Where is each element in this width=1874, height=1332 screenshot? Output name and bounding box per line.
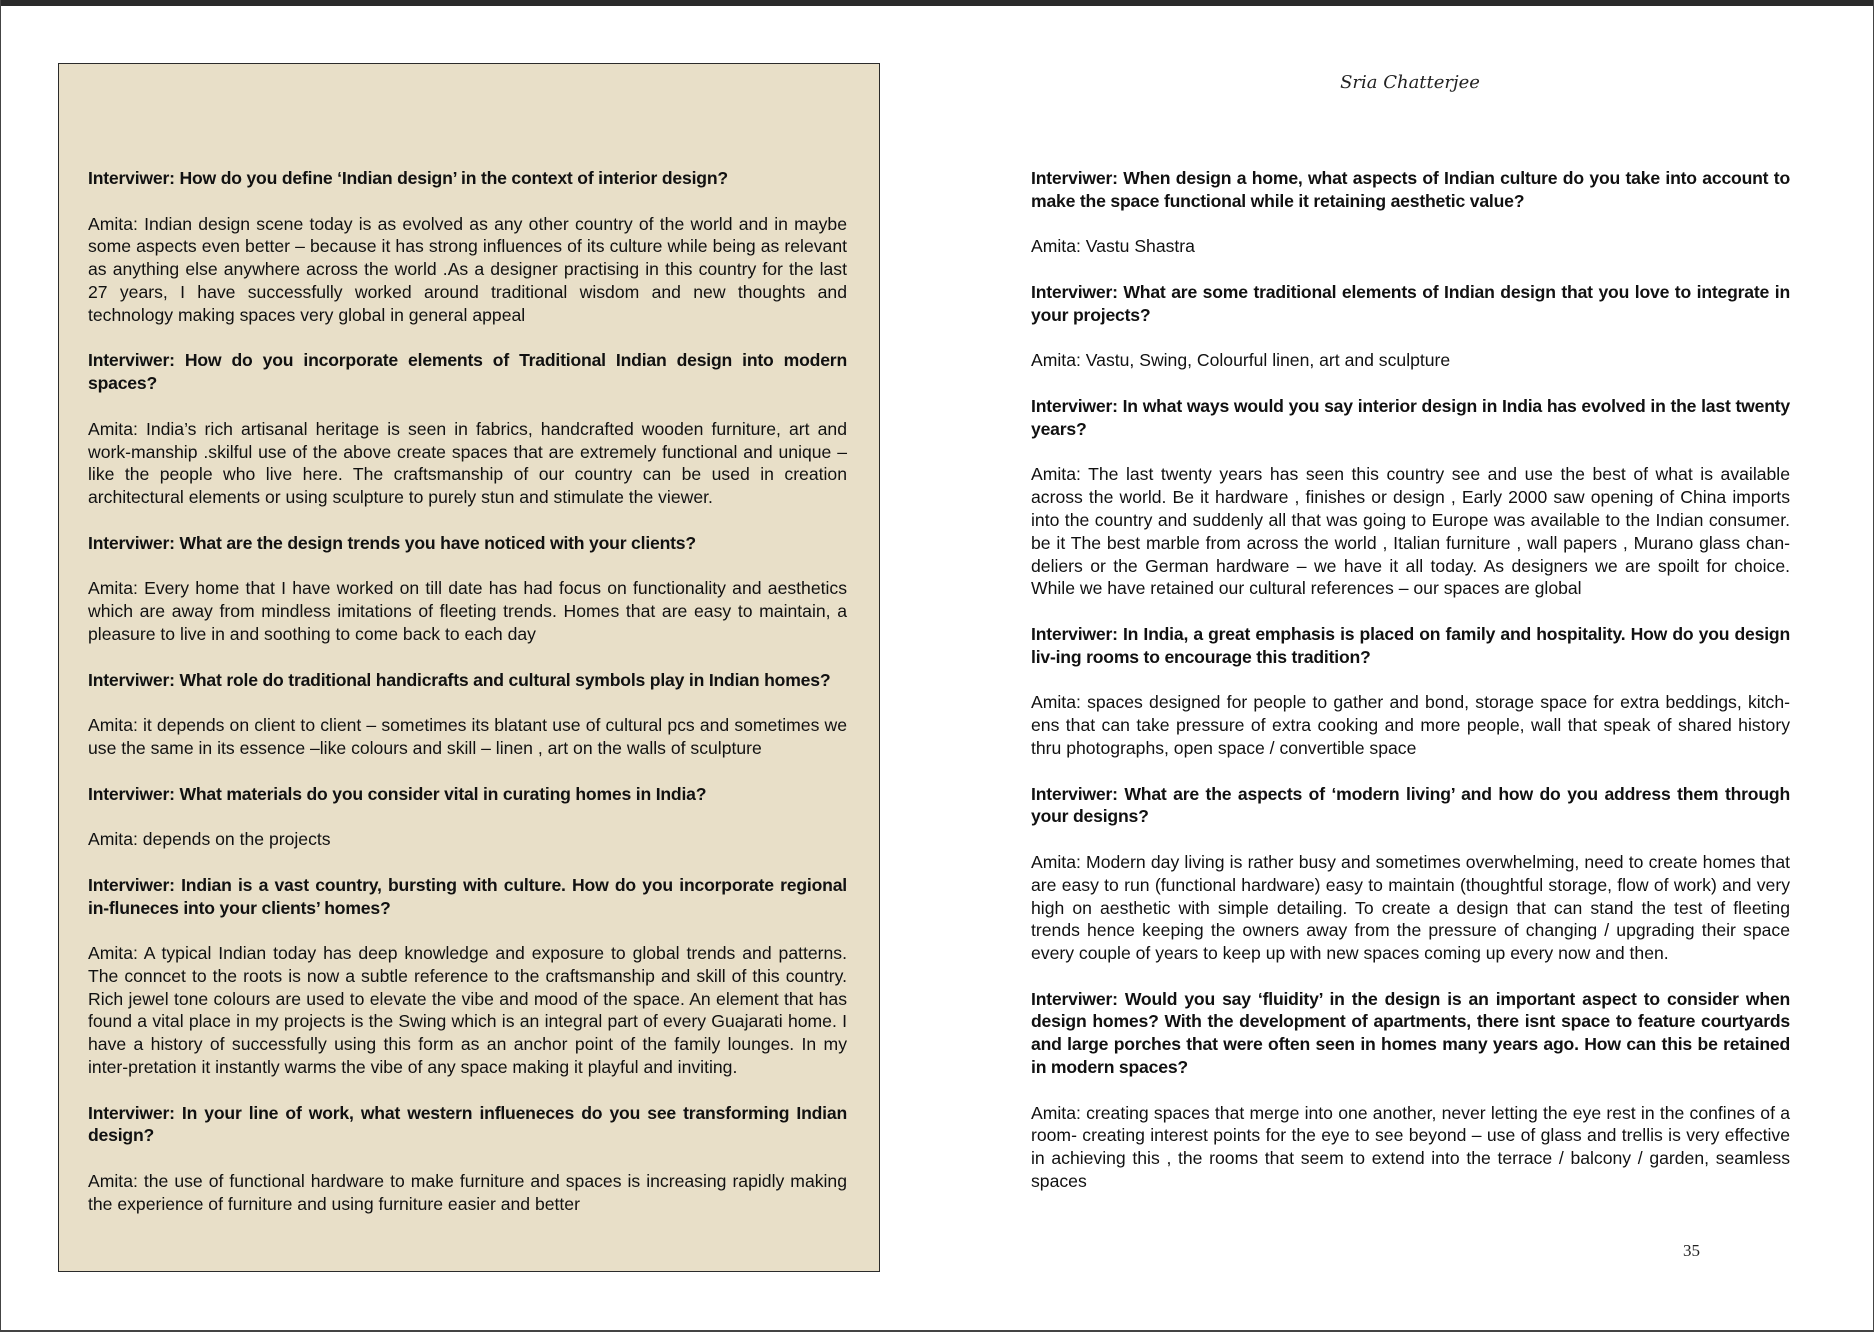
answer: Amita: it depends on client to client – sometimes its blatant use of cultural pcs and sometimes we use the same in its essence –like colours and skill – linen , art on the walls of sculpture: [88, 715, 847, 758]
answer: Amita: India’s rich artisanal heritage is seen in fabrics, handcrafted wooden furniture, art and work-manship .skilful use of the above create spaces that are extremely functional and unique –like the people who live here. The craftsmanship of our country can be used in creation architectural elements or using sculpture to purely stun and stimulate the viewer.: [88, 418, 847, 508]
question: Interviwer: How do you incorporate elements of Traditional Indian design into modern spaces?: [88, 350, 847, 394]
answer: Amita: Modern day living is rather busy and sometimes overwhelming, need to create homes that are easy to run (functional hardware) easy to maintain (thoughtful storage, flow of work) and very high on aesthetic with simple detailing. To create a design that can stand the test of fleeting trends hence keeping the owners away from the pressure of changing / upgrading their space every couple of years to keep up with new spaces coming up every now and then.: [1031, 851, 1790, 964]
frame-left-edge: [0, 0, 1, 1332]
answer: Amita: Vastu Shastra: [1031, 236, 1195, 257]
question: Interviwer: What are some traditional elements of Indian design that you love to integrate in your projects?: [1031, 281, 1790, 325]
answer: Amita: A typical Indian today has deep knowledge and exposure to global trends and patterns. The conncet to the roots is now a subtle reference to the craftsmanship and skill of this country. Rich jewel tone colours are used to elevate the vibe and mood of the space. An element that has found a vital place in my projects is the Swing which is an integral part of every Guajarati home. I have a history of successfully using this form as an anchor point of the family lounges. In my inter-pretation it instantly warms the vibe of any space making it playful and inviting.: [88, 943, 847, 1078]
author-header: Sria Chatterjee: [1340, 72, 1480, 93]
top-border: [0, 0, 1874, 6]
question: Interviwer: In India, a great emphasis is placed on family and hospitality. How do you design liv-ing rooms to encourage this tradition?: [1031, 623, 1790, 667]
question: Interviwer: What are the design trends you have noticed with your clients?: [88, 532, 696, 553]
question: Interviwer: When design a home, what aspects of Indian culture do you take into account to make the space functional while it retaining aesthetic value?: [1031, 168, 1790, 211]
left-page-text: [88, 167, 847, 1238]
answer: Amita: creating spaces that merge into one another, never letting the eye rest in the confines of a room- creating interest points for the eye to see beyond – use of glass and trellis is very effective in achieving this , the rooms that seem to extend into the terrace / balcony / garden, seamless spaces: [1031, 1102, 1790, 1192]
question: Interviwer: What materials do you consider vital in curating homes in India?: [88, 783, 707, 804]
right-page-text: [1031, 167, 1790, 1216]
answer: Amita: The last twenty years has seen this country see and use the best of what is available across the world. Be it hardware , finishes or design , Early 2000 saw opening of China imports into the country and suddenly all that was going to Europe was available to the Indian consumer. be it The best marble from across the world , Italian furniture , wall papers , Murano glass chan-deliers or the German hardware – we have it all today. As designers we are spoilt for choice. While we have retained our cultural references – our spaces are global: [1031, 464, 1790, 599]
question: Interviwer: What role do traditional handicrafts and cultural symbols play in Indian homes?: [88, 669, 831, 690]
answer: Amita: depends on the projects: [88, 829, 331, 850]
answer: Amita: Every home that I have worked on till date has had focus on functionality and aesthetics which are away from mindless imitations of fleeting trends. Homes that are easy to maintain, a pleasure to live in and soothing to come back to each day: [88, 578, 847, 644]
question: Interviwer: In what ways would you say interior design in India has evolved in the last twenty years?: [1031, 395, 1790, 439]
question: Interviwer: In your line of work, what western influeneces do you see transforming Indian design?: [88, 1102, 847, 1146]
answer: Amita: spaces designed for people to gather and bond, storage space for extra beddings, kitch-ens that can take pressure of extra cooking and more people, wall that speak of shared history thru photographs, open space / convertible space: [1031, 692, 1790, 758]
page-number: 35: [1683, 1241, 1700, 1260]
question: Interviwer: What are the aspects of ‘modern living’ and how do you address them through your designs?: [1031, 783, 1790, 827]
answer: Amita: Vastu, Swing, Colourful linen, art and sculpture: [1031, 350, 1451, 371]
question: Interviwer: Would you say ‘fluidity’ in the design is an important aspect to consider when design homes? With the development of apartments, there isnt space to feature courtyards and large porches that were often seen in homes many years ago. How can this be retained in modern spaces?: [1031, 988, 1790, 1078]
answer: Amita: Indian design scene today is as evolved as any other country of the world and in maybe some aspects even better – because it has strong influences of its culture while being as relevant as anything else anywhere across the world .As a designer practising in this country for the last 27 years, I have successfully worked around traditional wisdom and new thoughts and technology making spaces very global in general appeal: [88, 213, 847, 325]
question: Interviwer: How do you define ‘Indian design’ in the context of interior design?: [88, 168, 728, 188]
answer: Amita: the use of functional hardware to make furniture and spaces is increasing rapidly making the experience of furniture and using furniture easier and better: [88, 1171, 847, 1214]
question: Interviwer: Indian is a vast country, bursting with culture. How do you incorporate regional in-fluneces into your clients’ homes?: [88, 874, 847, 918]
